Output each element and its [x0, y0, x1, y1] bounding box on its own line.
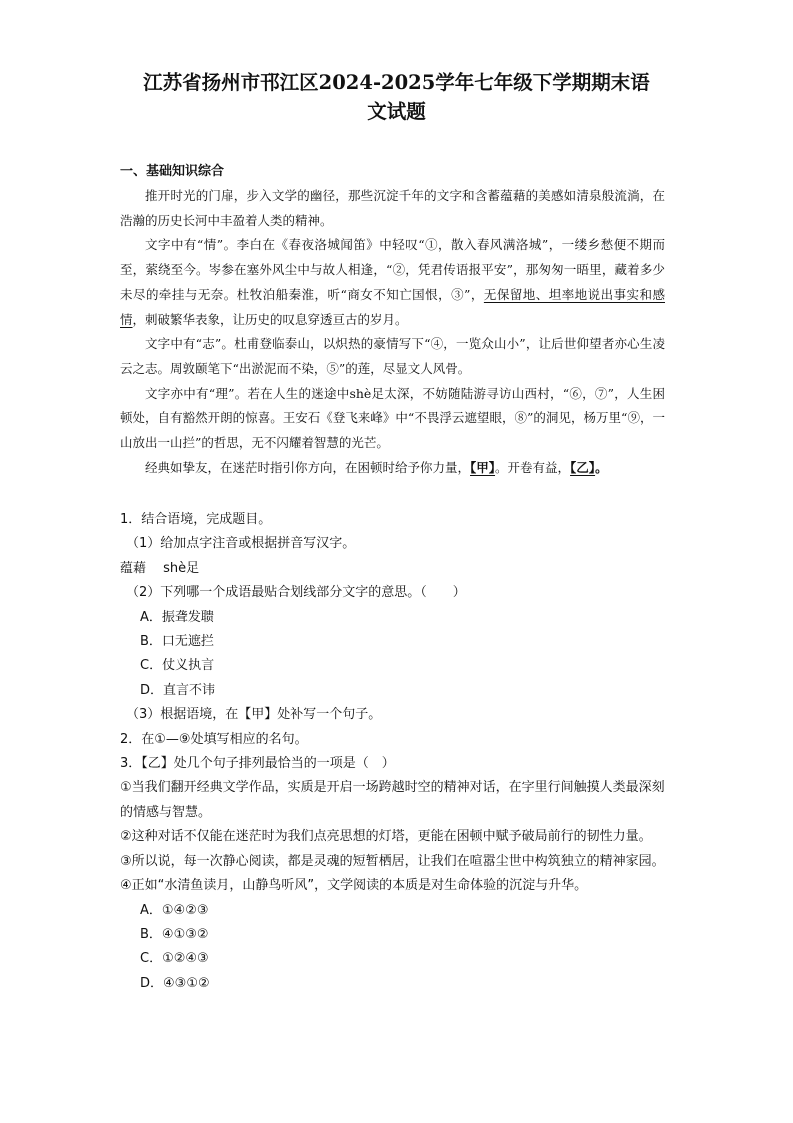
question-3: 3．【乙】处几个句子排列最恰当的一项是（ ）	[120, 756, 395, 772]
q3-option-a: A．①④②③	[140, 902, 209, 918]
blank-yi: 【乙】	[570, 459, 596, 475]
passage-p5-text: 经典如挚友，在迷茫时指引你方向，在困顿时给予你力量，	[145, 459, 471, 475]
option-c: C．仗义执言	[140, 658, 215, 674]
passage-paragraph-5	[120, 456, 665, 481]
underlined-phrase: 无保留地、坦率地说出事实和感情	[120, 286, 665, 327]
sentence-2: ②这种对话不仅能在迷茫时为我们点亮思想的灯塔，更能在困顿中赋予破局前行的韧性力量。	[120, 829, 652, 845]
option-d: D．直言不讳	[140, 682, 216, 698]
q3-option-c: C．①②④③	[140, 951, 209, 967]
sentence-3: ③所以说，每一次静心阅读，都是灵魂的短暂栖居，让我们在喧嚣尘世中构筑独立的精神家园。	[120, 853, 665, 869]
passage-p5-mid: 。开卷有益，	[495, 459, 571, 475]
passage-p5-end: 。	[595, 459, 608, 475]
question-1: 1．结合语境，完成题目。	[120, 512, 272, 527]
title-line-1: 江苏省扬州市邗江区2024-2025学年七年级下学期期末语	[143, 71, 650, 94]
question-1-1-words: 蕴藉 shè足	[120, 560, 200, 576]
questions-block	[120, 508, 675, 996]
reading-passage	[120, 184, 665, 480]
passage-paragraph-1: 推开时光的门扉，步入文学的幽径，那些沉淀千年的文字和含蓄蕴藉的美感如清泉般流淌，在浩瀚的历史长河中丰盈着人类的精神。	[120, 188, 665, 228]
option-a: A．振聋发聩	[140, 609, 214, 625]
question-1-2: （2）下列哪一个成语最贴合划线部分文字的意思。（ ）	[126, 585, 466, 601]
sentence-4: ④正如“水清鱼读月，山静鸟听风”，文学阅读的本质是对生命体验的沉淀与升华。	[120, 878, 588, 894]
passage-paragraph-3: 文字中有“志”。杜甫登临泰山，以炽热的豪情写下“④，一览众山小”，让后世仰望者亦心生凌云之志。周敦颐笔下“出淤泥而不染，⑤”的莲，尽显文人风骨。	[120, 336, 665, 376]
q3-option-b: B．④①③②	[140, 926, 209, 942]
sentence-1: ①当我们翻开经典文学作品，实质是开启一场跨越时空的精神对话，在字里行间触摸人类最深刻的情感与智慧。	[120, 780, 665, 820]
question-1-3: （3）根据语境，在【甲】处补写一个句子。	[126, 707, 382, 723]
passage-p2-text: 文字中有“情”。李白在《春夜洛城闻笛》中轻叹“①，散入春风满洛城”，一缕乡愁便不期而至，萦绕至今。岑参在塞外风尘中与故人相逢，“②，凭君传语报平安”，那匆匆一晤里，藏着多少未尽的牵挂与无奈。杜牧泊船秦淮，听“商女不知亡国恨，③”，	[120, 237, 665, 302]
q3-option-d: D．④③①②	[140, 975, 210, 991]
passage-p2-tail: ，刺破繁华表象，让历史的叹息穿透亘古的岁月。	[132, 311, 408, 327]
title-line-2: 文试题	[367, 100, 426, 123]
question-2: 2．在①—⑨处填写相应的名句。	[120, 731, 308, 747]
passage-paragraph-4: 文字亦中有“理”。若在人生的迷途中shè足太深，不妨随陆游寻访山西村，“⑥，⑦”，人生困顿处，自有豁然开朗的惊喜。王安石《登飞来峰》中“不畏浮云遮望眼，⑧”的洞见，杨万里“⑨，一山放出一山拦”的哲思，无不闪耀着智慧的光芒。	[120, 385, 665, 451]
option-b: B．口无遮拦	[140, 634, 214, 650]
blank-jia: 【甲】	[470, 459, 496, 475]
question-1-1: （1）给加点字注音或根据拼音写汉字。	[126, 536, 356, 552]
section-heading: 一、基础知识综合	[120, 164, 225, 179]
document-title	[100, 68, 693, 126]
passage-paragraph-2	[120, 233, 665, 332]
